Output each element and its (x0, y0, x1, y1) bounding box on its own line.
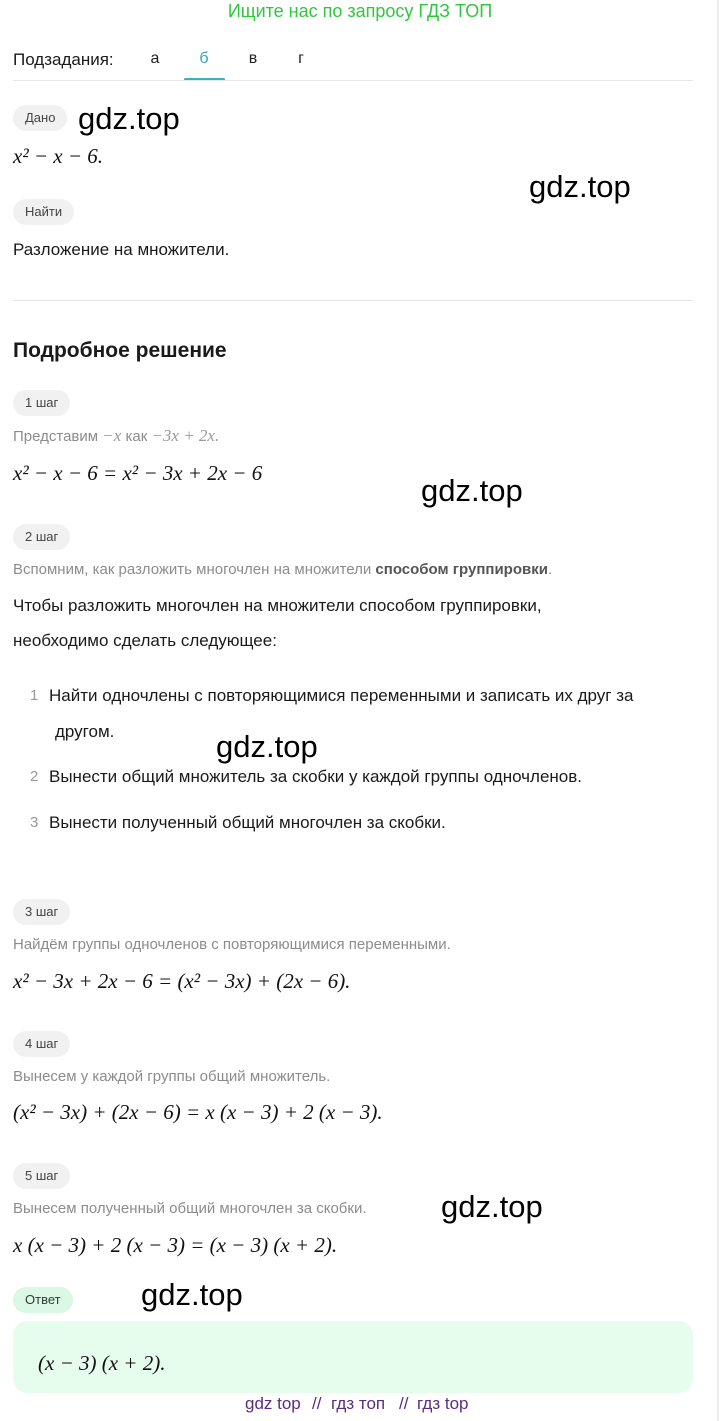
step-1-note (13, 426, 219, 446)
step-2-note (13, 561, 552, 578)
watermark: gdz.top (78, 101, 180, 136)
search-promo-banner: Ищите нас по запросу ГДЗ ТОП (227, 1, 493, 21)
step-3-note: Найдём группы одночленов с повторяющимися переменными. (13, 936, 451, 953)
answer-badge: Ответ (13, 1287, 73, 1313)
step-5-formula: x (x − 3) + 2 (x − 3) = (x − 3) (x + 2). (13, 1233, 338, 1257)
page-edge-divider (717, 0, 719, 1421)
watermark: gdz.top (141, 1277, 243, 1312)
given-expression (13, 144, 103, 169)
step-3-badge: 3 шаг (13, 899, 70, 925)
footer-separator: // (312, 1394, 322, 1413)
list-item-2-number: 2 (30, 768, 39, 785)
watermark: gdz.top (441, 1189, 543, 1224)
step-2-text-line-1: Чтобы разложить многочлен на множители способом группировки, (13, 596, 542, 615)
step-2-badge: 2 шаг (13, 524, 70, 550)
tab-b[interactable]: б (199, 50, 209, 67)
step-5-badge: 5 шаг (13, 1163, 70, 1189)
section-divider (13, 300, 693, 301)
list-item-3-number: 3 (30, 814, 39, 831)
list-item-2-line-1: Вынести общий множитель за скобки у каждой группы одночленов. (49, 767, 583, 786)
subtasks-label: Подзадания: (13, 50, 114, 69)
step-4-note: Вынесем у каждой группы общий множитель. (13, 1068, 331, 1085)
step-2-text-line-2: необходимо сделать следующее: (13, 631, 277, 650)
solution-title: Подробное решение (13, 339, 227, 362)
step-1-note-pre: Представим (13, 428, 99, 445)
tabs-divider (13, 80, 693, 81)
step-1-note-mid: как (125, 428, 148, 445)
list-item-1-number: 1 (30, 687, 39, 704)
footer-link-3[interactable]: гдз top (417, 1394, 469, 1413)
step-1-formula: x² − x − 6 = x² − 3x + 2x − 6 (13, 461, 263, 485)
list-item-3-line-1: Вынести полученный общий многочлен за скобки. (49, 813, 446, 832)
given-expr-text: x² − x − 6. (13, 144, 104, 168)
footer-link-1[interactable]: gdz top (245, 1394, 301, 1413)
step-2-note-bold: способом группировки (375, 561, 548, 578)
watermark: gdz.top (216, 729, 318, 764)
step-4-badge: 4 шаг (13, 1031, 70, 1057)
tab-a[interactable]: а (150, 50, 160, 67)
find-text: Разложение на множители. (13, 240, 230, 259)
footer-separator: // (399, 1394, 409, 1413)
footer-link-2[interactable]: гдз топ (331, 1394, 386, 1413)
find-badge: Найти (13, 199, 74, 225)
tab-g[interactable]: г (298, 50, 304, 67)
step-5-note: Вынесем полученный общий многочлен за скобки. (13, 1200, 367, 1217)
step-2-note-pre: Вспомним, как разложить многочлен на множители (13, 561, 372, 578)
step-1-note-term-a: −x (102, 426, 122, 445)
answer-expression: (x − 3) (x + 2). (38, 1351, 166, 1375)
given-badge: Дано (13, 105, 67, 131)
watermark: gdz.top (529, 169, 631, 204)
step-4-formula: (x² − 3x) + (2x − 6) = x (x − 3) + 2 (x − 3). (13, 1100, 383, 1124)
step-2-note-post: . (547, 561, 553, 578)
step-3-formula: x² − 3x + 2x − 6 = (x² − 3x) + (2x − 6). (13, 969, 351, 993)
list-item-1-line-1: Найти одночлены с повторяющимися переменными и записать их друг за (49, 686, 634, 705)
watermark: gdz.top (421, 473, 523, 508)
step-1-badge: 1 шаг (13, 390, 70, 416)
list-item-1-line-2: другом. (55, 722, 115, 741)
step-1-note-term-b: −3x + 2x. (151, 426, 220, 445)
tab-v[interactable]: в (248, 50, 258, 67)
